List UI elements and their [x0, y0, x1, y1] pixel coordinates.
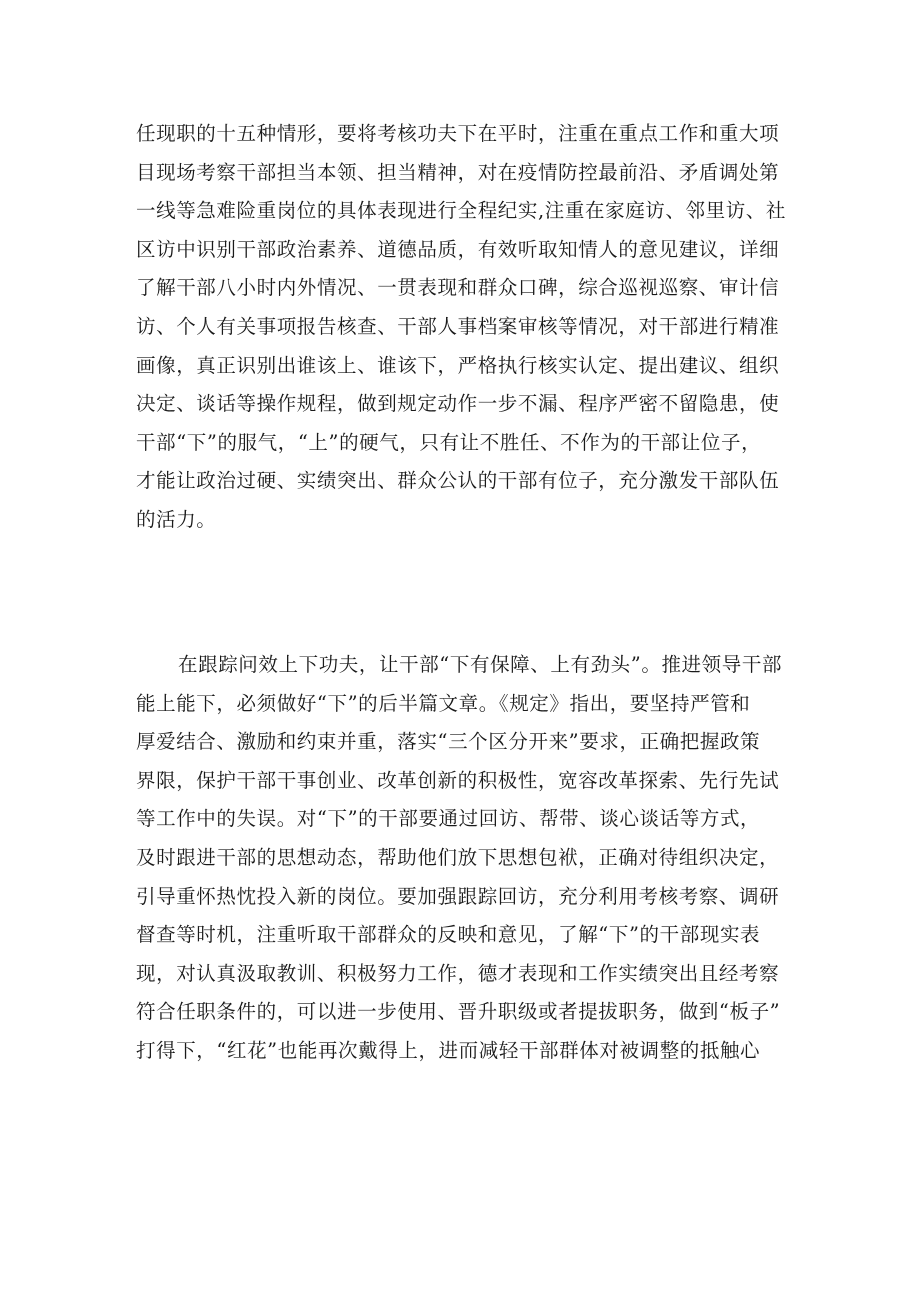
text-line: 决定、谈话等操作规程，做到规定动作一步不漏、程序严密不留隐患，使 [136, 392, 780, 416]
paragraph-1 [136, 115, 796, 540]
paragraph-2 [136, 646, 796, 1071]
text-line: 能上能下，必须做好“下”的后半篇文章。《规定》指出，要坚持严管和 [136, 691, 751, 715]
text-line: 才能让政治过硬、实绩突出、群众公认的干部有位子，充分激发干部队伍 [136, 469, 780, 493]
text-line: 界限，保护干部干事创业、改革创新的积极性，宽容改革探索、先行先试 [136, 768, 780, 792]
text-line: 目现场考察干部担当本领、担当精神，对在疫情防控最前沿、矛盾调处第 [136, 160, 780, 184]
text-line: 现，对认真汲取教训、积极努力工作，德才表现和工作实绩突出且经考察 [136, 961, 780, 985]
text-line: 画像，真正识别出谁该上、谁该下，严格执行核实认定、提出建议、组织 [136, 353, 780, 377]
text-line: 了解干部八小时内外情况、一贯表现和群众口碑，综合巡视巡察、审计信 [136, 276, 780, 300]
text-line: 干部“下”的服气，“上”的硬气，只有让不胜任、不作为的干部让位子， [136, 430, 762, 454]
text-line: 及时跟进干部的思想动态，帮助他们放下思想包袱，正确对待组织决定， [136, 845, 780, 869]
text-line: 访、个人有关事项报告核查、干部人事档案审核等情况，对干部进行精准 [136, 314, 780, 338]
text-line: 区访中识别干部政治素养、道德品质，有效听取知情人的意见建议，详细 [136, 237, 780, 261]
text-line: 打得下，“红花”也能再次戴得上，进而减轻干部群体对被调整的抵触心 [136, 1038, 761, 1062]
text-line: 厚爱结合、激励和约束并重，落实“三个区分开来”要求，正确把握政策 [136, 730, 761, 754]
text-line: 督查等时机，注重听取干部群众的反映和意见，了解“下”的干部现实表 [136, 923, 761, 947]
text-line: 一线等急难险重岗位的具体表现进行全程纪实,注重在家庭访、邻里访、社 [136, 199, 786, 223]
text-line: 引导重怀热忱投入新的岗位。要加强跟踪回访，充分利用考核考察、调研 [136, 884, 780, 908]
text-line: 的活力。 [136, 507, 217, 531]
text-line: 在跟踪问效上下功夫，让干部“下有保障、上有劲头”。推进领导干部 [178, 653, 783, 676]
text-line: 等工作中的失误。对“下”的干部要通过回访、帮带、谈心谈话等方式， [136, 807, 761, 831]
text-line: 任现职的十五种情形，要将考核功夫下在平时，注重在重点工作和重大项 [136, 122, 780, 145]
text-line: 符合任职条件的，可以进一步使用、晋升职级或者提拔职务，做到“板子” [136, 1000, 781, 1024]
